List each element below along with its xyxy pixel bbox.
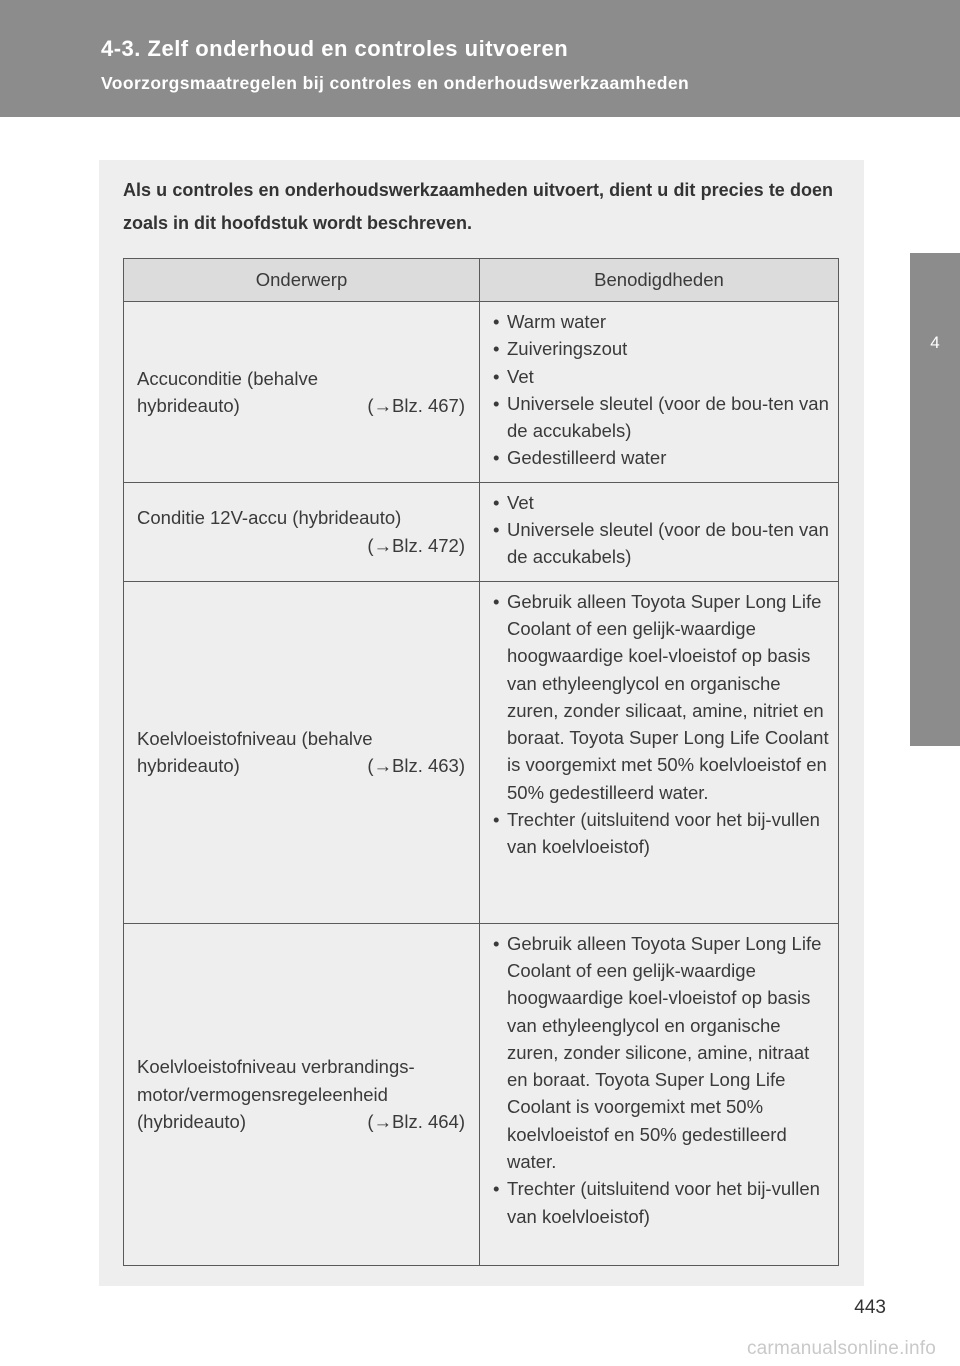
page-number: 443 bbox=[854, 1297, 886, 1318]
subject-ref-line bbox=[137, 392, 465, 419]
subject-cell bbox=[124, 923, 480, 1265]
maintenance-table bbox=[123, 258, 839, 1266]
subject-text: Accuconditie (behalve bbox=[137, 367, 318, 389]
table-row bbox=[124, 923, 839, 1265]
chapter-tab[interactable] bbox=[910, 253, 960, 746]
list-item: • Trechter (uitsluitend voor het bij-vullen van koelvloeistof) bbox=[493, 1175, 834, 1230]
page-reference-link[interactable]: (→Blz. 467) bbox=[367, 394, 465, 416]
list-item: • Vet bbox=[493, 363, 834, 390]
list-item: • Vet bbox=[493, 489, 834, 516]
subject-text: Koelvloeistofniveau (behalve bbox=[137, 727, 373, 749]
column-header-subject: Onderwerp bbox=[124, 259, 480, 302]
watermark-link[interactable]: carmanualsonline.info bbox=[746, 1338, 936, 1359]
supplies-cell bbox=[480, 482, 839, 581]
list-item: • Warm water bbox=[493, 308, 834, 335]
subject-cell bbox=[124, 482, 480, 581]
subject-ref-line bbox=[137, 1108, 465, 1135]
column-header-supplies: Benodigdheden bbox=[480, 259, 839, 302]
subject-cell bbox=[124, 581, 480, 923]
list-item: • Gebruik alleen Toyota Super Long Life Coolant of een gelijk-waardige hoogwaardige koel-vloeistof op basis van ethyleenglycol en organische zuren, zonder silicone, amine, nitraat en boraat. Toyota Super Long Life Coolant is voorgemixt met 50% koelvloeistof en 50% gedestilleerd water. bbox=[493, 930, 834, 1176]
page-reference-link[interactable]: (→Blz. 472) bbox=[367, 534, 465, 556]
supplies-cell bbox=[480, 923, 839, 1265]
list-item: • Zuiveringszout bbox=[493, 335, 834, 362]
section-title: 4-3. Zelf onderhoud en controles uitvoeren bbox=[101, 36, 569, 61]
list-item: • Trechter (uitsluitend voor het bij-vullen van koelvloeistof) bbox=[493, 806, 834, 861]
subject-cell bbox=[124, 302, 480, 483]
list-item: • Gebruik alleen Toyota Super Long Life Coolant of een gelijk-waardige hoogwaardige koel-vloeistof op basis van ethyleenglycol en organische zuren, zonder silicaat, amine, nitriet en boraat. Toyota Super Long Life Coolant is voorgemixt met 50% koelvloeistof en 50% gedestilleerd water. bbox=[493, 588, 834, 806]
chapter-number: 4 bbox=[930, 333, 940, 352]
chapter-tab-label: Onderhoud en verzorging bbox=[15, 527, 36, 739]
subject-text: (hybrideauto) bbox=[137, 1110, 247, 1132]
section-subtitle: Voorzorgsmaatregelen bij controles en onderhoudswerkzaamheden bbox=[101, 73, 690, 93]
page-reference-link[interactable]: (→Blz. 463) bbox=[367, 755, 465, 777]
table-header-row bbox=[124, 259, 839, 302]
supplies-list bbox=[493, 308, 834, 472]
table-row bbox=[124, 581, 839, 923]
subject-ref-line bbox=[137, 752, 465, 779]
list-item: • Universele sleutel (voor de bou-ten van de accukabels) bbox=[493, 390, 834, 445]
table-row bbox=[124, 302, 839, 483]
intro-paragraph: Als u controles en onderhoudswerkzaamheden uitvoert, dient u dit precies te doen zoals in dit hoofdstuk wordt beschreven. bbox=[123, 180, 833, 233]
subject-text: motor/vermogensregeleenheid bbox=[137, 1083, 388, 1105]
supplies-list bbox=[493, 930, 834, 1230]
list-item: • Universele sleutel (voor de bou-ten van de accukabels) bbox=[493, 516, 834, 571]
page-header bbox=[0, 0, 960, 117]
supplies-list bbox=[493, 489, 834, 571]
supplies-list bbox=[493, 588, 834, 861]
list-item: • Gedestilleerd water bbox=[493, 444, 834, 471]
supplies-cell bbox=[480, 581, 839, 923]
subject-text: hybrideauto) bbox=[137, 755, 240, 777]
subject-text: Koelvloeistofniveau verbrandings- bbox=[137, 1056, 415, 1078]
table-row bbox=[124, 482, 839, 581]
subject-text: hybrideauto) bbox=[137, 394, 240, 416]
subject-text: Conditie 12V-accu (hybrideauto) bbox=[137, 507, 402, 529]
page-reference-link[interactable]: (→Blz. 464) bbox=[367, 1110, 465, 1132]
supplies-cell bbox=[480, 302, 839, 483]
